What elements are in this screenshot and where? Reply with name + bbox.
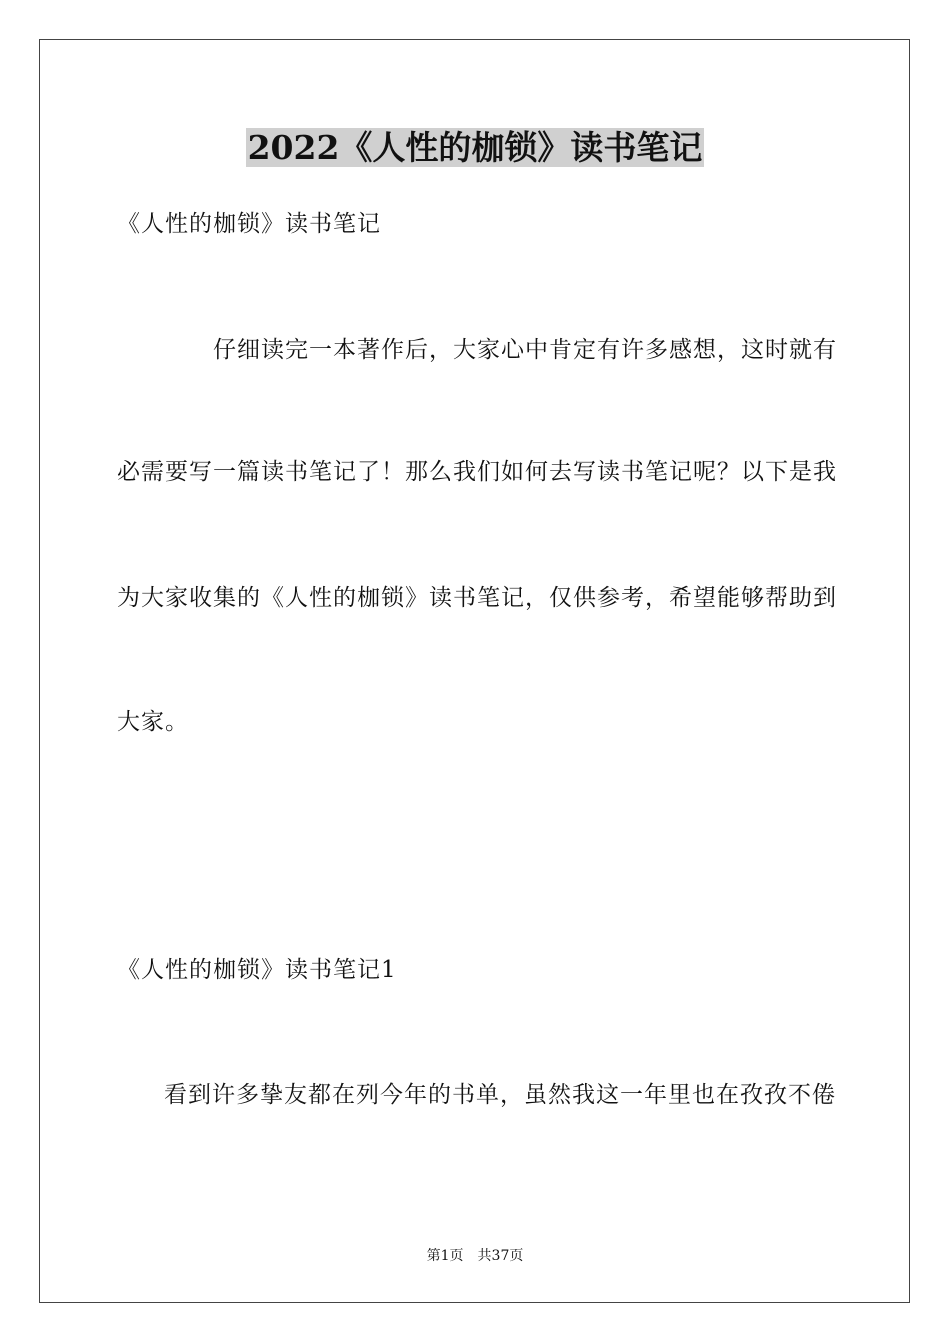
intro-line-3: 为大家收集的《人性的枷锁》读书笔记，仅供参考，希望能够帮助到 [117,585,837,611]
document-title-text: 2022《人性的枷锁》读书笔记 [247,128,703,167]
page-number: 第1页 [426,1248,464,1264]
section1-line-1: 看到许多挚友都在列今年的书单，虽然我这一年里也在孜孜不倦 [164,1082,836,1108]
page-footer [0,1247,950,1265]
intro-line-2: 必需要写一篇读书笔记了！那么我们如何去写读书笔记呢？以下是我 [117,459,837,485]
document-subtitle: 《人性的枷锁》读书笔记 [117,211,381,237]
section1-heading: 《人性的枷锁》读书笔记1 [117,957,397,983]
intro-line-4: 大家。 [117,709,189,735]
intro-line-1: 仔细读完一本著作后，大家心中肯定有许多感想，这时就有 [213,337,837,363]
page-total: 共37页 [477,1248,524,1264]
document-title [0,128,950,168]
